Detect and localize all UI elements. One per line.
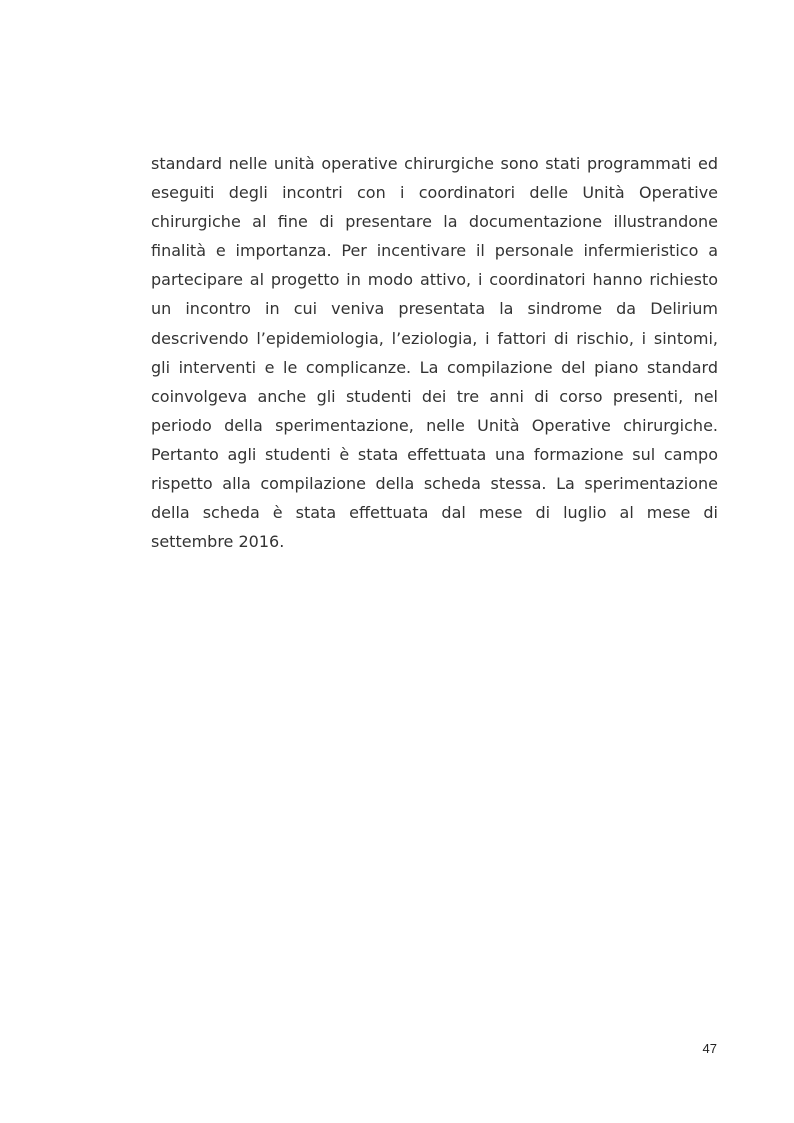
body-paragraph: standard nelle unità operative chirurgiche sono stati programmati ed eseguiti degli incontri con i coordinatori delle Unità Operative chirurgiche al fine di presentare la documentazione illustrandone finalità e importanza. Per incentivare il personale infermieristico a partecipare al progetto in modo attivo, i coordinatori hanno richiesto un incontro in cui veniva presentata la sindrome da Delirium descrivendo l’epidemiologia, l’eziologia, i fattori di rischio, i sintomi, gli interventi e le complicanze. La compilazione del piano standard coinvolgeva anche gli studenti dei tre anni di corso presenti, nel periodo della sperimentazione, nelle Unità Operative chirurgiche. Pertanto agli studenti è stata effettuata una formazione sul campo rispetto alla compilazione della scheda stessa. La sperimentazione della scheda è stata effettuata dal mese di luglio al mese di settembre 2016. xyxy=(151,154,718,552)
page-number: 47 xyxy=(702,1041,717,1056)
